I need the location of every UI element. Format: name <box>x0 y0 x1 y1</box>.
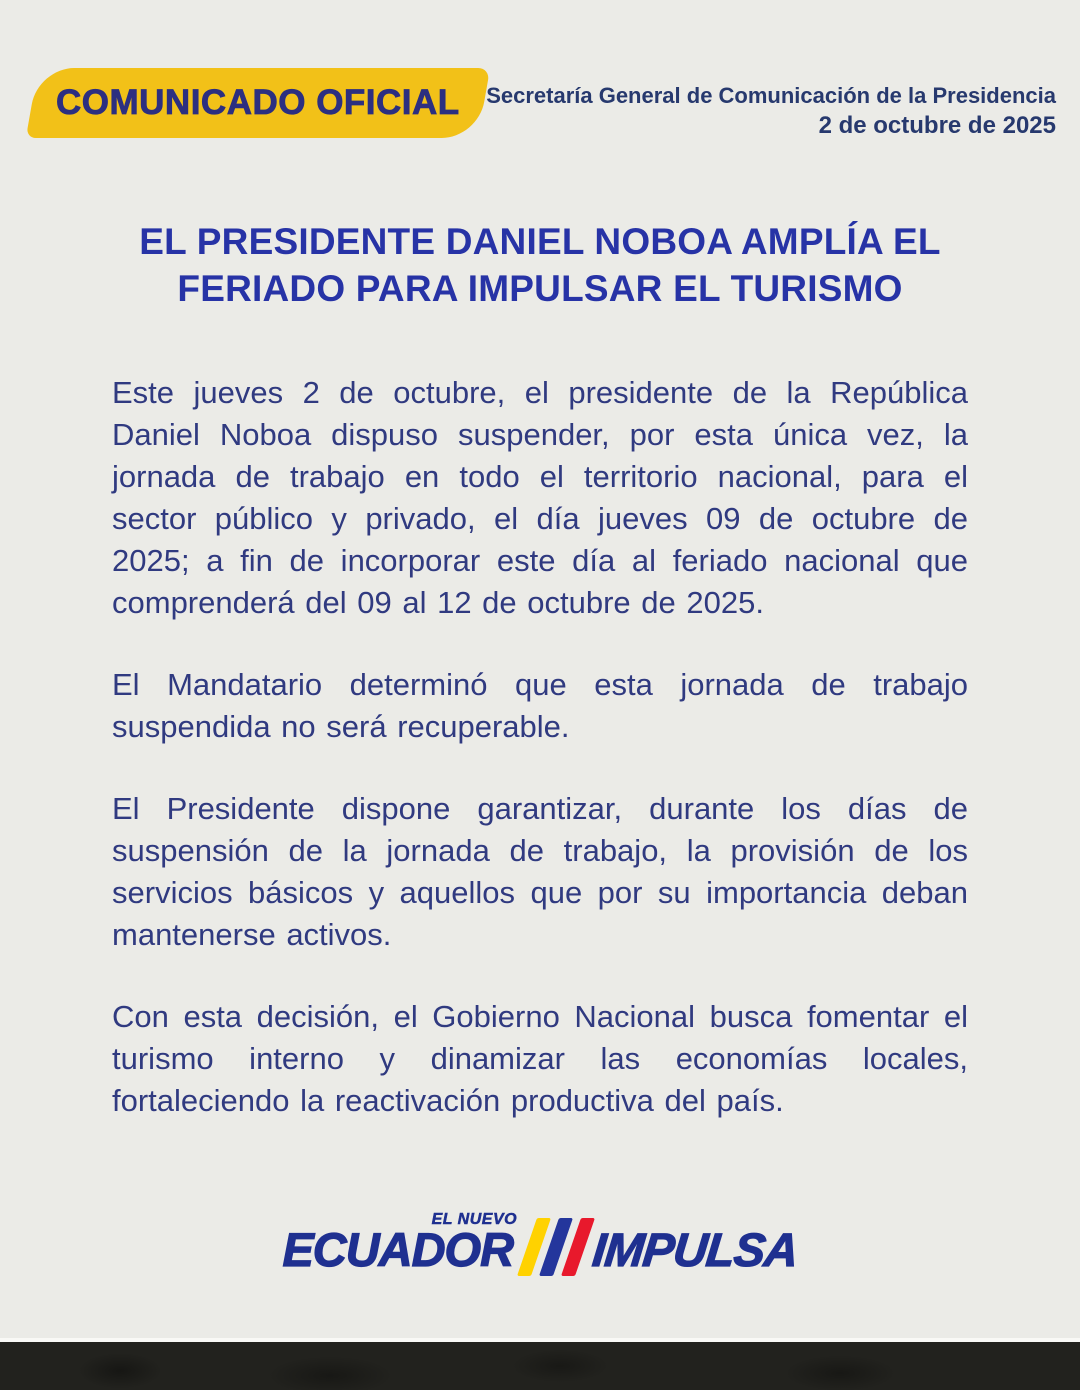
body-text <box>112 372 968 1162</box>
official-communique-banner <box>26 68 490 138</box>
title-line-2: FERIADO PARA IMPULSAR EL TURISMO <box>177 268 903 309</box>
masthead <box>486 82 1056 141</box>
title-line-1: EL PRESIDENTE DANIEL NOBOA AMPLÍA EL <box>139 221 941 262</box>
logo-lockup <box>282 1211 801 1276</box>
paragraph-3: El Presidente dispone garantizar, durante los días de suspensión de la jornada de trabajo, la provisión de los servicios básicos y aquellos que por su importancia deban mantenerse activos. <box>112 791 968 952</box>
logo-el-nuevo-label: EL NUEVO <box>431 1211 518 1228</box>
flag-stripes-icon <box>517 1218 595 1276</box>
logo-ecuador-block <box>282 1211 518 1276</box>
banner-label: COMUNICADO OFICIAL <box>56 83 460 122</box>
masthead-org-line: Secretaría General de Comunicación de la Presidencia <box>486 83 1056 108</box>
masthead-date-line: 2 de octubre de 2025 <box>818 112 1056 139</box>
paragraph-2: El Mandatario determinó que esta jornada de trabajo suspendida no será recuperable. <box>112 667 968 744</box>
logo-impulsa-word: IMPULSA <box>590 1223 801 1276</box>
paragraph-1: Este jueves 2 de octubre, el presidente de la República Daniel Noboa dispuso suspender, por esta única vez, la jornada de trabajo en todo el territorio nacional, para el sector público y privado, el día jueves 09 de octubre de 2025; a fin de incorporar este día al feriado nacional que comprenderá del 09 al 12 de octubre de 2025. <box>112 375 968 620</box>
paragraph-4: Con esta decisión, el Gobierno Nacional busca fomentar el turismo interno y dinamizar las economías locales, fortaleciendo la reactivación productiva del país. <box>112 999 968 1118</box>
page-title <box>60 218 1020 312</box>
bottom-dark-band <box>0 1342 1080 1390</box>
government-brand-logo <box>0 1211 1080 1276</box>
logo-ecuador-word: ECUADOR <box>282 1223 514 1276</box>
